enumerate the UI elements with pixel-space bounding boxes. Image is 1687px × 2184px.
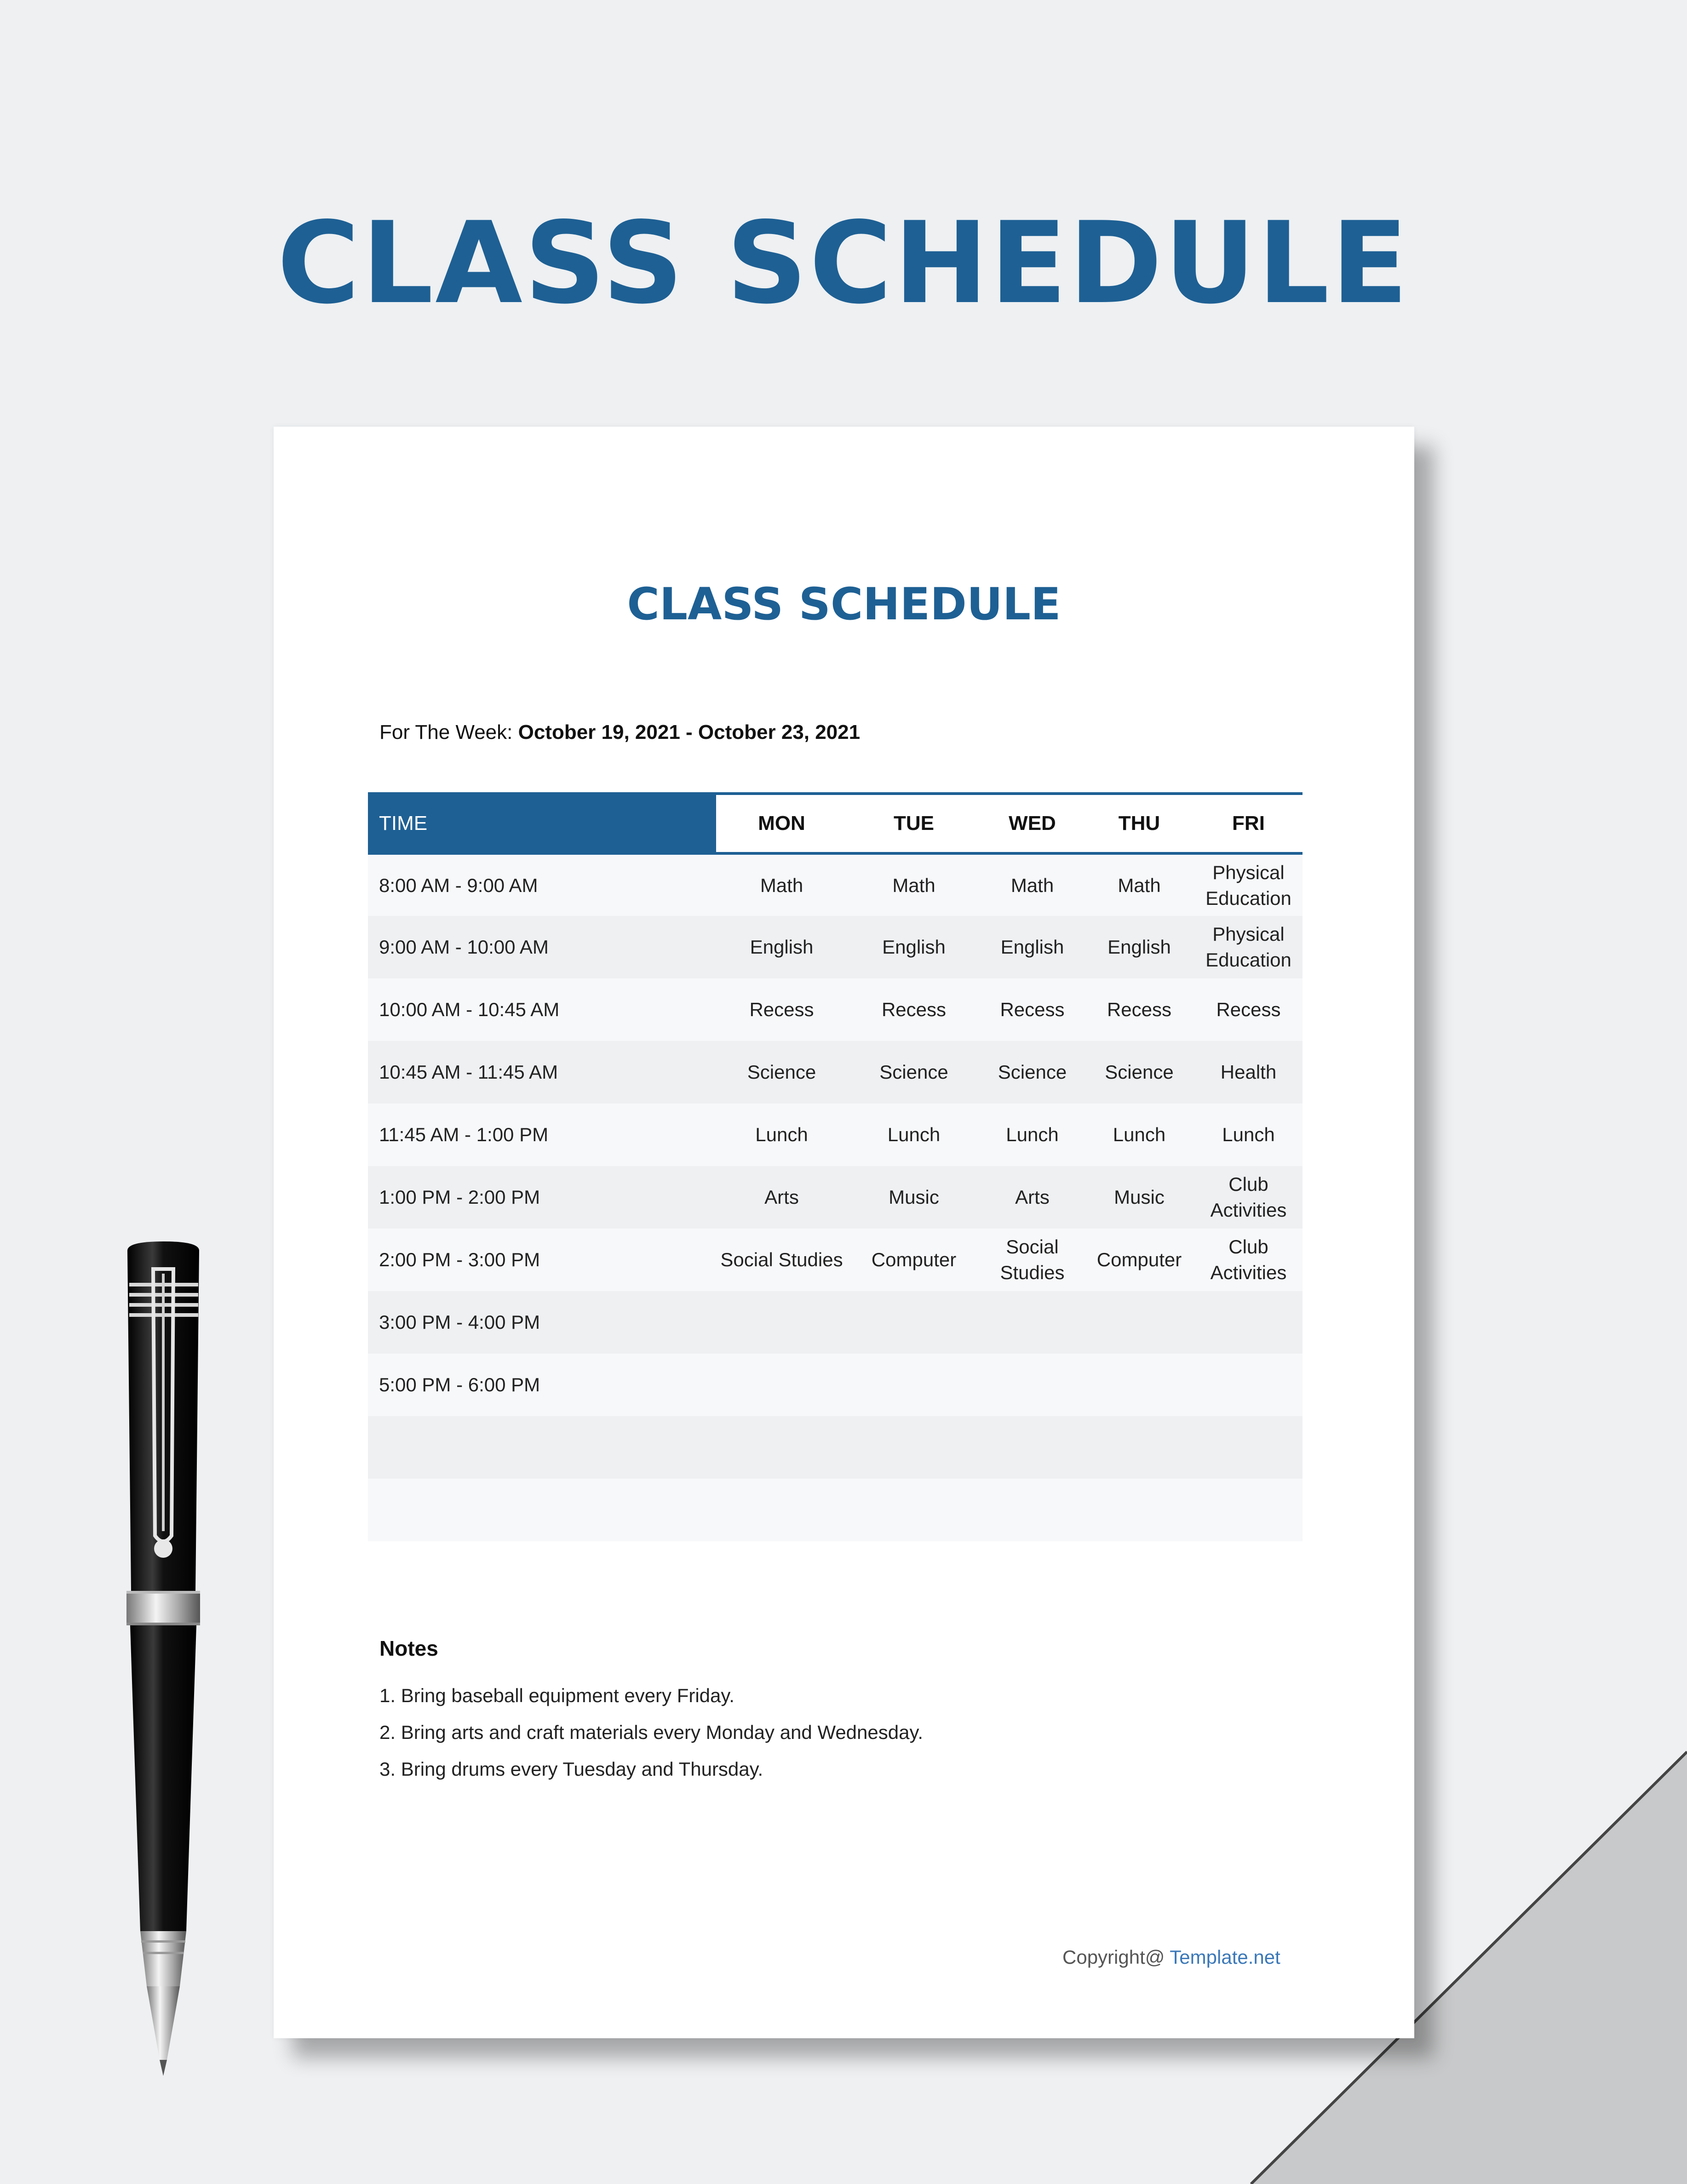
banner-title: CLASS SCHEDULE (277, 198, 1410, 329)
table-cell: Computer (1096, 1249, 1182, 1270)
table-cell: Club Activities (1210, 1173, 1287, 1221)
table-cell (981, 1291, 1084, 1354)
document-page (274, 427, 1414, 2038)
time-cell: 3:00 PM - 4:00 PM (379, 1311, 540, 1333)
table-row (368, 1229, 1303, 1291)
note-item: 3. Bring drums every Tuesday and Thursday. (379, 1758, 763, 1780)
table-cell: English (1000, 936, 1064, 958)
table-row (368, 853, 1303, 916)
time-cell: 2:00 PM - 3:00 PM (379, 1249, 540, 1270)
schedule-table (368, 792, 1303, 1541)
table-row (368, 978, 1303, 1041)
table-cell (1084, 1291, 1194, 1354)
table-cell: Lunch (887, 1124, 941, 1145)
table-cell: Lunch (1222, 1124, 1275, 1145)
table-cell: Math (1010, 874, 1054, 896)
table-cell: Recess (881, 999, 947, 1020)
table-cell: Recess (1216, 999, 1281, 1020)
notes-list (379, 1684, 923, 1795)
table-cell: Math (1118, 874, 1161, 896)
table-cell: English (750, 936, 814, 958)
table-cell: Science (1105, 1061, 1174, 1083)
week-line (379, 721, 860, 744)
table-cell: Social Studies (720, 1249, 843, 1270)
time-cell: 1:00 PM - 2:00 PM (379, 1186, 540, 1208)
table-cell: English (882, 936, 946, 958)
table-cell: Physical Education (1205, 861, 1291, 909)
table-cell (716, 1291, 847, 1354)
table-cell: Physical Education (1205, 923, 1291, 971)
copyright-prefix: Copyright@ (1062, 1946, 1170, 1968)
time-cell: 10:00 AM - 10:45 AM (379, 999, 560, 1020)
table-row (368, 1041, 1303, 1103)
table-cell (1084, 1479, 1194, 1541)
week-range: October 19, 2021 - October 23, 2021 (518, 721, 861, 743)
table-cell: Science (998, 1061, 1067, 1083)
time-cell: 8:00 AM - 9:00 AM (379, 874, 538, 896)
table-cell (1084, 1416, 1194, 1479)
table-cell (847, 1479, 981, 1541)
table-row (368, 1103, 1303, 1166)
table-cell: Music (1114, 1186, 1165, 1208)
copyright (1062, 1946, 1280, 1968)
table-cell (716, 1354, 847, 1416)
table-cell: Math (892, 874, 935, 896)
table-cell: Computer (871, 1249, 957, 1270)
table-cell: Music (889, 1186, 939, 1208)
table-cell: Recess (1107, 999, 1172, 1020)
table-cell (847, 1354, 981, 1416)
table-cell (981, 1416, 1084, 1479)
table-row (368, 916, 1303, 978)
header-time: TIME (368, 794, 716, 853)
note-item: 1. Bring baseball equipment every Friday. (379, 1685, 734, 1706)
table-cell: Arts (1015, 1186, 1050, 1208)
copyright-brand-link[interactable]: Template.net (1170, 1946, 1280, 1968)
table-row (368, 1354, 1303, 1416)
week-label: For The Week: (379, 721, 518, 743)
table-cell (1194, 1354, 1303, 1416)
table-cell (847, 1416, 981, 1479)
header-tue: TUE (847, 794, 981, 853)
table-cell: Club Activities (1210, 1236, 1287, 1283)
table-cell: Science (879, 1061, 948, 1083)
time-cell: 9:00 AM - 10:00 AM (379, 936, 549, 958)
table-cell: Recess (749, 999, 814, 1020)
table-cell: Recess (1000, 999, 1065, 1020)
table-cell: English (1107, 936, 1171, 958)
table-cell (1194, 1416, 1303, 1479)
notes-title: Notes (379, 1636, 438, 1660)
table-cell (716, 1416, 847, 1479)
table-cell (981, 1479, 1084, 1541)
time-cell (368, 1479, 716, 1541)
table-cell: Lunch (1113, 1124, 1166, 1145)
time-cell: 11:45 AM - 1:00 PM (379, 1124, 549, 1145)
table-cell (1194, 1291, 1303, 1354)
table-header-row (368, 794, 1303, 853)
table-cell (981, 1354, 1084, 1416)
pen-image (117, 1241, 209, 2078)
header-wed: WED (981, 794, 1084, 853)
table-cell: Health (1220, 1061, 1277, 1083)
table-cell (1084, 1354, 1194, 1416)
table-cell: Lunch (755, 1124, 808, 1145)
table-row (368, 1416, 1303, 1479)
table-cell: Science (747, 1061, 816, 1083)
header-mon: MON (716, 794, 847, 853)
header-fri: FRI (1194, 794, 1303, 853)
table-cell (1194, 1479, 1303, 1541)
table-row (368, 1479, 1303, 1541)
document-title: CLASS SCHEDULE (627, 578, 1061, 630)
table-cell: Math (760, 874, 803, 896)
table-row (368, 1166, 1303, 1229)
table-cell (847, 1291, 981, 1354)
header-thu: THU (1084, 794, 1194, 853)
table-cell: Lunch (1006, 1124, 1059, 1145)
table-cell: Social Studies (1000, 1236, 1065, 1283)
table-row (368, 1291, 1303, 1354)
note-item: 2. Bring arts and craft materials every Monday and Wednesday. (379, 1721, 924, 1743)
time-cell (368, 1416, 716, 1479)
time-cell: 5:00 PM - 6:00 PM (379, 1374, 540, 1395)
table-cell: Arts (764, 1186, 799, 1208)
time-cell: 10:45 AM - 11:45 AM (379, 1061, 558, 1083)
table-cell (716, 1479, 847, 1541)
